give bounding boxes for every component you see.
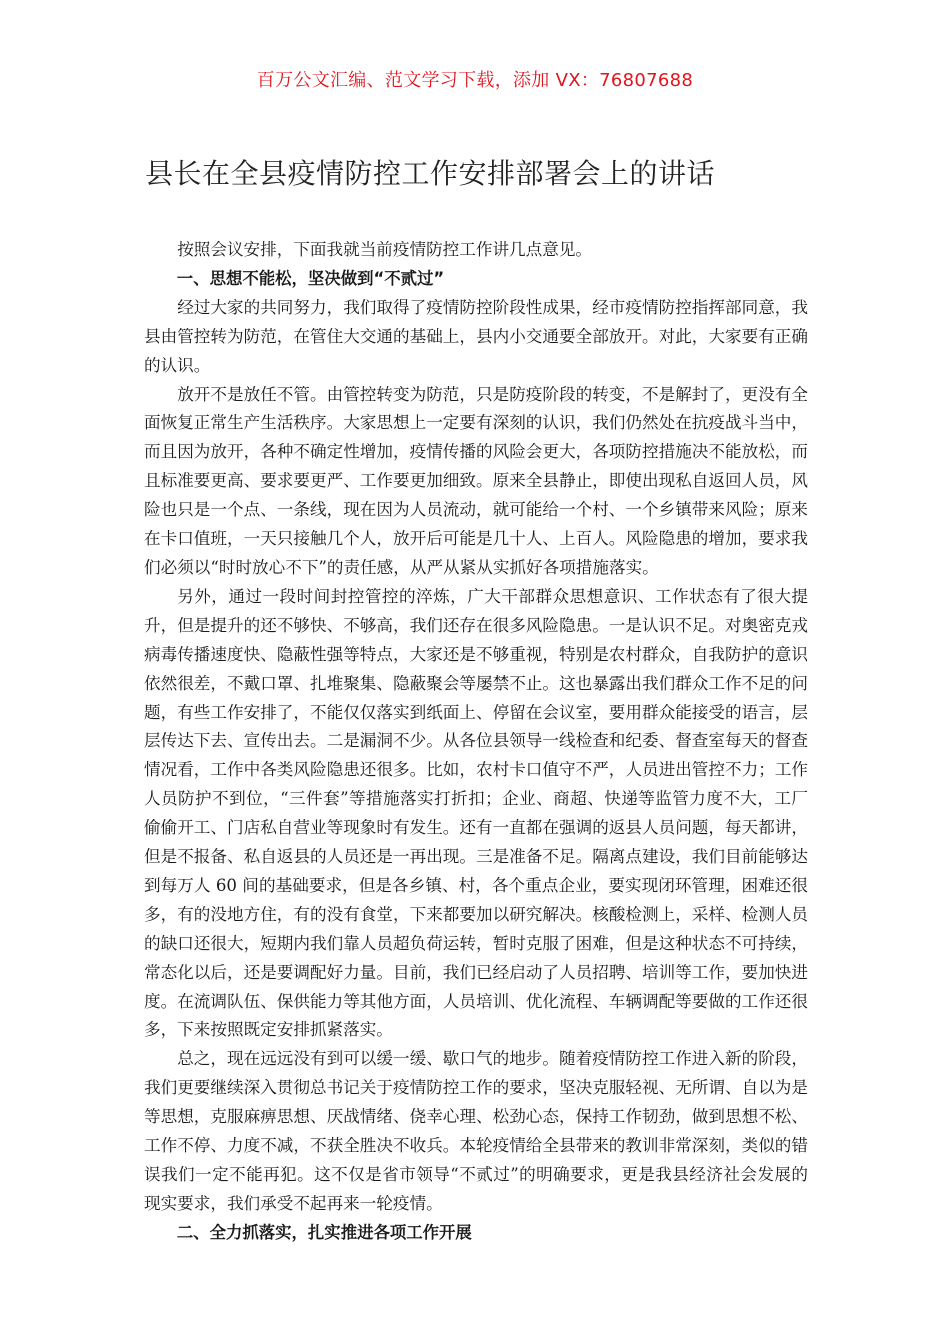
section-heading-1: 一、思想不能松，坚决做到“不贰过” <box>176 268 445 288</box>
paragraph: 经过大家的共同努力，我们取得了疫情防控阶段性成果，经市疫情防控指挥部同意，我县由管控转为防范，在管住大交通的基础上，县内小交通要全部放开。对此，大家要有正确的认识。 <box>144 297 808 375</box>
document-body <box>144 236 808 1248</box>
section-heading-2: 二、全力抓落实，扎实推进各项工作开展 <box>176 1222 472 1242</box>
paragraph: 另外，通过一段时间封控管控的淬炼，广大干部群众思想意识、工作状态有了很大提升，但是提升的还不够快、不够高，我们还存在很多风险隐患。一是认识不足。对奥密克戎病毒传播速度快、隐蔽性强等特点，大家还是不够重视，特别是农村群众，自我防护的意识依然很差，不戴口罩、扎堆聚集、隐蔽聚会等屡禁不止。这也暴露出我们群众工作不足的问题，有些工作安排了，不能仅仅落实到纸面上、停留在会议室，要用群众能接受的语言，层层传达下去、宣传出去。二是漏洞不少。从各位县领导一线检查和纪委、督查室每天的督查情况看，工作中各类风险隐患还很多。比如，农村卡口值守不严，人员进出管控不力；工作人员防护不到位，“三件套”等措施落实打折扣；企业、商超、快递等监管力度不大，工厂偷偷开工、门店私自营业等现象时有发生。还有一直都在强调的返县人员问题，每天都讲，但是不报备、私自返县的人员还是一再出现。三是准备不足。隔离点建设，我们目前能够达到每万人 60 间的基础要求，但是各乡镇、村，各个重点企业，要实现闭环管理，困难还很多，有的没地方住，有的没有食堂，下来都要加以研究解决。核酸检测上，采样、检测人员的缺口还很大，短期内我们靠人员超负荷运转，暂时克服了困难，但是这种状态不可持续，常态化以后，还是要调配好力量。目前，我们已经启动了人员招聘、培训等工作，要加快进度。在流调队伍、保供能力等其他方面，人员培训、优化流程、车辆调配等要做的工作还很多，下来按照既定安排抓紧落实。 <box>144 586 808 1040</box>
watermark-banner: 百万公文汇编、范文学习下载，添加 VX：76807688 <box>256 70 694 91</box>
paragraph: 总之，现在远远没有到可以缓一缓、歇口气的地步。随着疫情防控工作进入新的阶段，我们更要继续深入贯彻总书记关于疫情防控工作的要求，坚决克服轻视、无所谓、自以为是等思想，克服麻痹思想、厌战情绪、侥幸心理、松劲心态，保持工作韧劲，做到思想不松、工作不停、力度不减，不获全胜决不收兵。本轮疫情给全县带来的教训非常深刻，类似的错误我们一定不能再犯。这不仅是省市领导“不贰过”的明确要求，更是我县经济社会发展的现实要求，我们承受不起再来一轮疫情。 <box>144 1049 808 1213</box>
page-title: 县长在全县疫情防控工作安排部署会上的讲话 <box>145 157 716 190</box>
paragraph-intro: 按照会议安排，下面我就当前疫情防控工作讲几点意见。 <box>177 240 593 259</box>
paragraph: 放开不是放任不管。由管控转变为防范，只是防疫阶段的转变，不是解封了，更没有全面恢复正常生产生活秩序。大家思想上一定要有深刻的认识，我们仍然处在抗疫战斗当中，而且因为放开，各种不确定性增加，疫情传播的风险会更大，各项防控措施决不能放松，而且标准要更高、要求要更严、工作要更加细致。原来全县静止，即使出现私自返回人员，风险也只是一个点、一条线，现在因为人员流动，就可能给一个村、一个乡镇带来风险；原来在卡口值班，一天只接触几个人，放开后可能是几十人、上百人。风险隐患的增加，要求我们必须以“时时放心不下”的责任感，从严从紧从实抓好各项措施落实。 <box>144 384 808 577</box>
